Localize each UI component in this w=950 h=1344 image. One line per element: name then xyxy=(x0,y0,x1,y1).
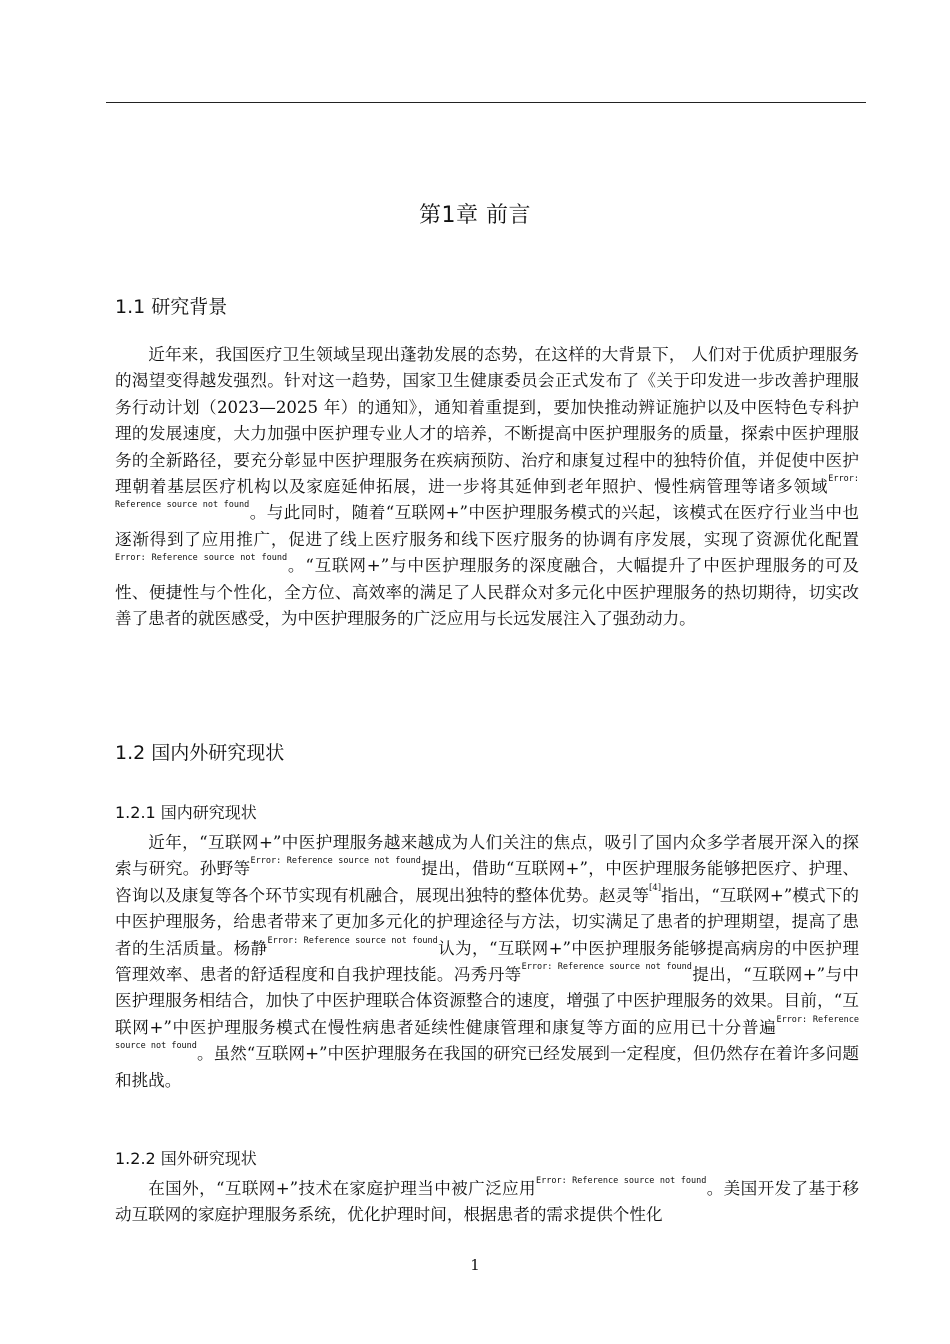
paragraph-domestic xyxy=(115,830,859,1094)
header-rule xyxy=(106,102,866,103)
section-heading-background: 1.1 研究背景 xyxy=(115,296,228,318)
reference-error: Error: Reference source not found xyxy=(267,935,438,946)
paragraph-text: 提出，借助“互联网+”，中医护理服务能够把医疗、护理、咨询以及康复等各个环节实现有机融合，展现出独特的整体优势。赵灵等 xyxy=(115,859,860,905)
paragraph-text: 提出，“互联网+”与中医护理服务相结合，加快了中医护理联合体资源整合的速度，增强了中医护理服务的效果。目前，“互联网+”中医护理服务模式在慢性病患者延续性健康管理和康复等方面的应用已十分普遍 xyxy=(115,965,859,1037)
paragraph-text: 在国外，“互联网+”技术在家庭护理当中被广泛应用 xyxy=(148,1179,536,1198)
paragraph-text: 。美国开发了基于移动互联网的家庭护理服务系统，优化护理时间，根据患者的需求提供个性化 xyxy=(115,1179,859,1225)
paragraph-text: 近年来，我国医疗卫生领域呈现出蓬勃发展的态势，在这样的大背景下， 人们对于优质护理服务的渴望变得越发强烈。针对这一趋势，国家卫生健康委员会正式发布了《关于印发进一步改善护理服务行动计划（2023—2025 年）的通知》，通知着重提到，要加快推动辨证施护以及中医特色专科护理的发展速度，大力加强中医护理专业人才的培养，不断提高中医护理服务的质量，探索中医护理服务的全新路径，要充分彰显中医护理服务在疾病预防、治疗和康复过程中的独特价值，并促使中医护理朝着基层医疗机构以及家庭延伸拓展，进一步将其延伸到老年照护、慢性病管理等诸多领域 xyxy=(115,345,859,497)
paragraph-text: 。与此同时，随着“互联网+”中医护理服务模式的兴起，该模式在医疗行业当中也逐渐得到了应用推广，促进了线上医疗服务和线下医疗服务的协调有序发展，实现了资源优化配置 xyxy=(115,503,859,549)
reference-error: Error: Reference source not found xyxy=(115,474,859,511)
paragraph-text: 。虽然“互联网+”中医护理服务在我国的研究已经发展到一定程度，但仍然存在着许多问题和挑战。 xyxy=(115,1044,859,1090)
reference-error: Error: Reference source not found xyxy=(115,1014,859,1052)
chapter-title: 第1章 前言 xyxy=(419,203,531,228)
reference-error: Error: Reference source not found xyxy=(535,1176,707,1186)
reference-error: Error: Reference source not found xyxy=(250,856,421,867)
paragraph-background xyxy=(115,342,859,632)
paragraph-text: 指出，“互联网+”模式下的中医护理服务，给患者带来了更加多元化的护理途径与方法，切实满足了患者的护理期望，提高了患者的生活质量。杨静 xyxy=(115,885,859,958)
subsection-heading-foreign: 1.2.2 国外研究现状 xyxy=(115,1149,257,1168)
paragraph-text: 认为，“互联网+”中医护理服务能够提高病房的中医护理管理效率、患者的舒适程度和自我护理技能。冯秀丹等 xyxy=(115,938,859,985)
reference-citation: [4] xyxy=(649,882,662,893)
section-heading-research-status: 1.2 国内外研究现状 xyxy=(115,742,285,764)
paragraph-text: 。“互联网+”与中医护理服务的深度融合，大幅提升了中医护理服务的可及性、便捷性与个性化，全方位、高效率的满足了人民群众对多元化中医护理服务的热切期待，切实改善了患者的就医感受，为中医护理服务的广泛应用与长远发展注入了强劲动力。 xyxy=(115,556,859,629)
paragraph-foreign xyxy=(115,1176,859,1229)
reference-error: Error: Reference source not found xyxy=(115,553,288,564)
page-number: 1 xyxy=(470,1256,480,1274)
paragraph-text: 近年，“互联网+”中医护理服务越来越成为人们关注的焦点，吸引了国内众多学者展开深入的探索与研究。孙野等 xyxy=(115,833,859,879)
reference-error: Error: Reference source not found xyxy=(521,962,692,973)
subsection-heading-domestic: 1.2.1 国内研究现状 xyxy=(115,803,257,822)
